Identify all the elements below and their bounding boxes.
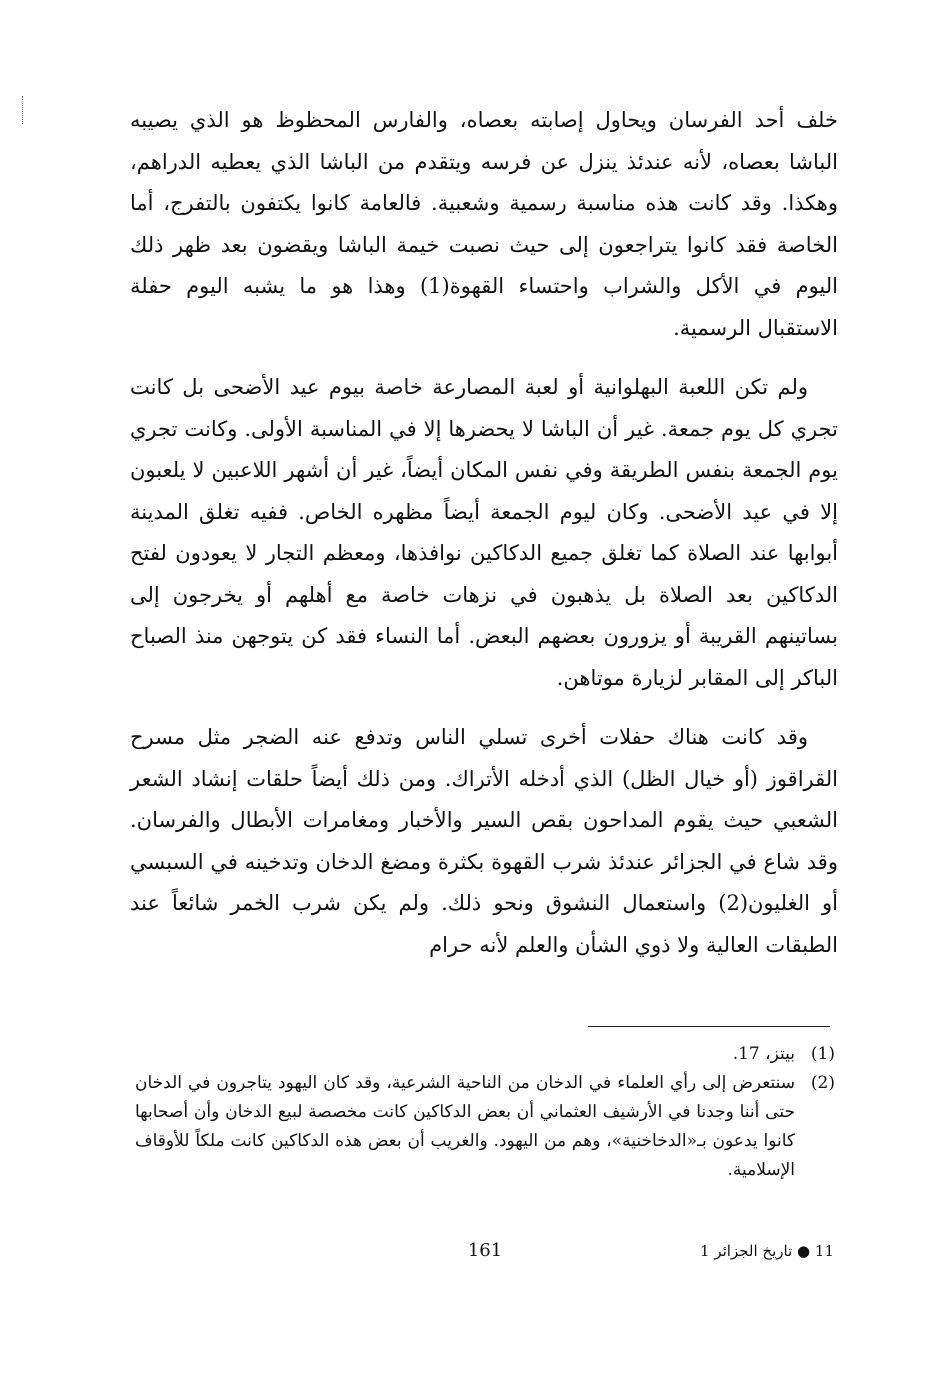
footnotes [135,1040,835,1185]
footnote-1 [135,1040,835,1069]
footnote-number: (2) [810,1073,835,1093]
main-text [130,100,838,966]
page-footer [0,1240,937,1270]
footnote-number: (1) [810,1044,835,1064]
paragraph-2: ولم تكن اللعبة البهلوانية أو لعبة المصارعة خاصة بيوم عيد الأضحى بل كانت تجري كل يوم جمعة. غير أن الباشا لا يحضرها إلا في المناسبة الأولى. وكانت تجري يوم الجمعة بنفس الطريقة وفي نفس المكان أيضاً، غير أن أشهر اللاعبين لا يلعبون إلا في عيد الأضحى. وكان ليوم الجمعة أيضاً مظهره الخاص. ففيه تغلق المدينة أبوابها عند الصلاة كما تغلق جميع الدكاكين نوافذها، ومعظم التجار لا يعودون لفتح الدكاكين بعد الصلاة بل يذهبون في نزهات خاصة مع أهلهم أو يخرجون إلى بساتينهم القريبة أو يزورون بعضهم البعض. أما النساء فقد كن يتوجهن منذ الصباح الباكر إلى المقابر لزيارة موتاهن. [130,375,838,690]
footnote-separator [588,1026,830,1027]
footnote-text: بيتز، 17. [732,1044,795,1064]
footnote-text: سنتعرض إلى رأي العلماء في الدخان من الناحية الشرعية، وقد كان اليهود يتاجرون في الدخان حتى أننا وجدنا في الأرشيف العثماني أن بعض الدكاكين كانت مخصصة لبيع الدخان وأن أصحابها كانوا يدعون بـ«الدخاخنية»، وهم من اليهود. والغريب أن بعض هذه الدكاكين كانت ملكاً للأوقاف الإسلامية. [135,1073,795,1180]
scan-margin-mark [22,96,24,124]
running-footer: 11 ● تاريخ الجزائر 1 [700,1242,834,1260]
footnote-2 [135,1069,835,1185]
page-number: 161 [467,1240,503,1261]
paragraph-1: خلف أحد الفرسان ويحاول إصابته بعصاه، والفارس المحظوظ هو الذي يصيبه الباشا بعصاه، لأنه عندئذ ينزل عن فرسه ويتقدم من الباشا الذي يعطيه الدراهم، وهكذا. وقد كانت هذه مناسبة رسمية وشعبية. فالعامة كانوا يكتفون بالتفرج، أما الخاصة فقد كانوا يتراجعون إلى حيث نصبت خيمة الباشا ويقضون بعد ظهر ذلك اليوم في الأكل والشراب واحتساء القهوة(1) وهذا هو ما يشبه اليوم حفلة الاستقبال الرسمية. [130,108,838,340]
paragraph-3: وقد كانت هناك حفلات أخرى تسلي الناس وتدفع عنه الضجر مثل مسرح القراقوز (أو خيال الظل) الذي أدخله الأتراك. ومن ذلك أيضاً حلقات إنشاد الشعر الشعبي حيث يقوم المداحون بقص السير والأخبار ومغامرات الأبطال والفرسان. وقد شاع في الجزائر عندئذ شرب القهوة بكثرة ومضغ الدخان وتدخينه في السبسي أو الغليون(2) واستعمال النشوق ونحو ذلك. ولم يكن شرب الخمر شائعاً عند الطبقات العالية ولا ذوي الشأن والعلم لأنه حرام [130,725,838,957]
